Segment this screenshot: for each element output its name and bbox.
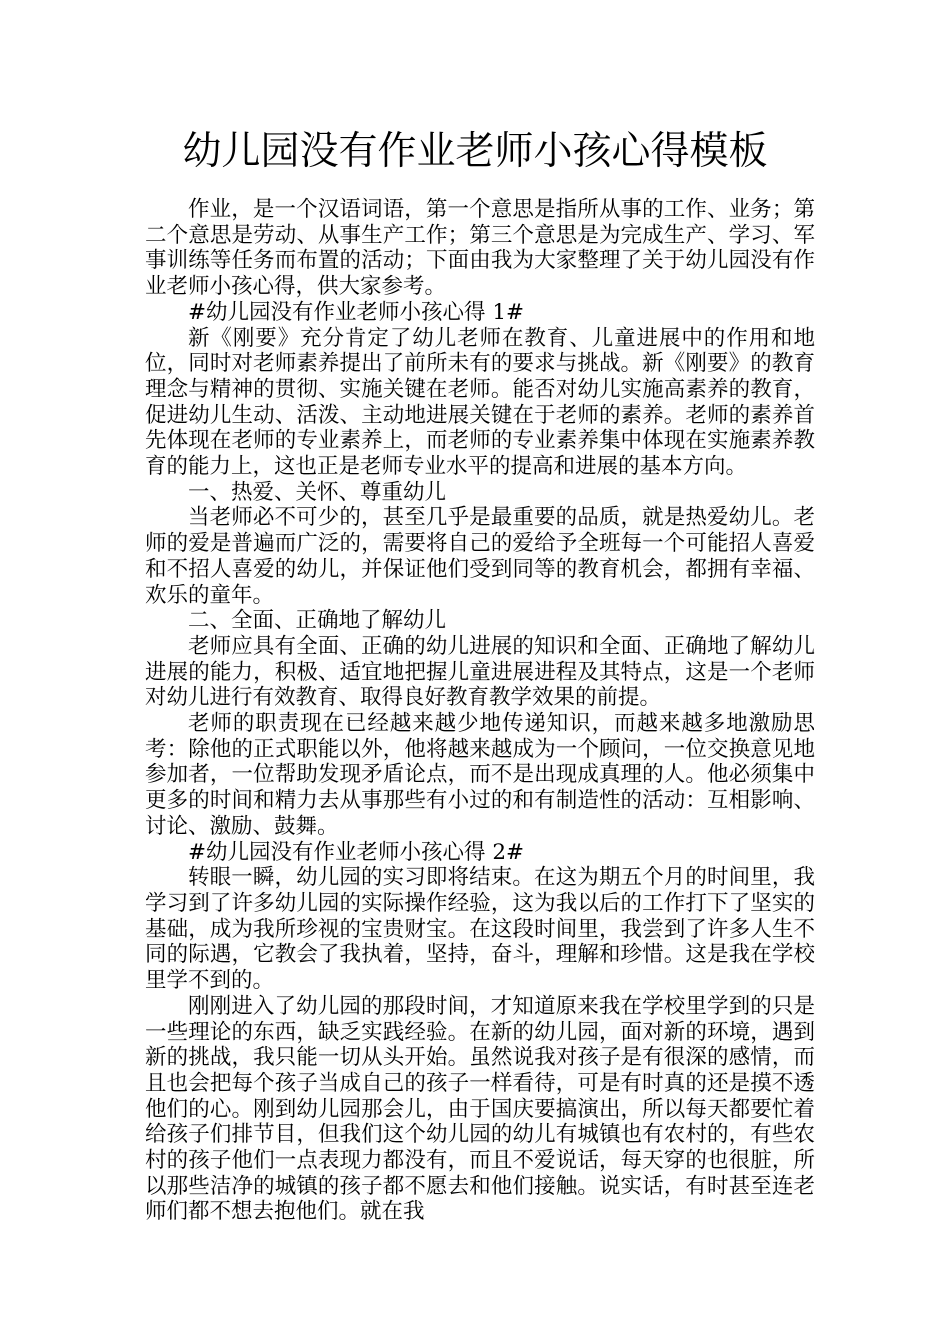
paragraph: 新《刚要》充分肯定了幼儿老师在教育、儿童进展中的作用和地位，同时对老师素养提出了前所未有的要求与挑战。新《刚要》的教育理念与精神的贯彻、实施关键在老师。能否对幼儿实施高素养的教育，促进幼儿生动、活泼、主动地进展关键在于老师的素养。老师的素养首先体现在老师的专业素养上，而老师的专业素养集中体现在实施素养教育的能力上，这也正是老师专业水平的提高和进展的基本方向。 [145,325,815,480]
document-title: 幼儿园没有作业老师小孩心得模板 [182,129,768,174]
subheading: 一、热爱、关怀、尊重幼儿 [188,479,447,505]
paragraph-intro: 作业，是一个汉语词语，第一个意思是指所从事的工作、业务；第二个意思是劳动、从事生产工作；第三个意思是为完成生产、学习、军事训练等任务而布置的活动；下面由我为大家整理了关于幼儿园没有作业老师小孩心得，供大家参考。 [145,197,815,300]
section-heading-2: #幼儿园没有作业老师小孩心得 2# [188,839,525,865]
paragraph: 老师的职责现在已经越来越少地传递知识，而越来越多地激励思考：除他的正式职能以外，他将越来越成为一个顾问，一位交换意见地参加者，一位帮助发现矛盾论点，而不是出现成真理的人。他必须集中更多的时间和精力去从事那些有小过的和有制造性的活动：互相影响、讨论、激励、鼓舞。 [145,711,815,839]
paragraph: 老师应具有全面、正确的幼儿进展的知识和全面、正确地了解幼儿进展的能力，积极、适宜地把握儿童进展进程及其特点，这是一个老师对幼儿进行有效教育、取得良好教育教学效果的前提。 [145,633,815,711]
subheading: 二、全面、正确地了解幼儿 [188,608,447,634]
paragraph: 刚刚进入了幼儿园的那段时间，才知道原来我在学校里学到的只是一些理论的东西，缺乏实践经验。在新的幼儿园，面对新的环境，遇到新的挑战，我只能一切从头开始。虽然说我对孩子是有很深的感情，而且也会把每个孩子当成自己的孩子一样看待，可是有时真的还是摸不透他们的心。刚到幼儿园那会儿，由于国庆要搞演出，所以每天都要忙着给孩子们排节目，但我们这个幼儿园的幼儿有城镇也有农村的，有些农村的孩子他们一点表现力都没有，而且不爱说话，每天穿的也很脏，所以那些洁净的城镇的孩子都不愿去和他们接触。说实话，有时甚至连老师们都不想去抱他们。就在我 [145,993,815,1225]
paragraph: 转眼一瞬，幼儿园的实习即将结束。在这为期五个月的时间里，我学习到了许多幼儿园的实际操作经验，这为我以后的工作打下了坚实的基础，成为我所珍视的宝贵财宝。在这段时间里，我尝到了许多人生不同的际遇，它教会了我执着，坚持，奋斗，理解和珍惜。这是我在学校里学不到的。 [145,865,815,994]
section-heading-1: #幼儿园没有作业老师小孩心得 1# [188,299,525,325]
document-body [145,197,815,1225]
paragraph: 当老师必不可少的，甚至几乎是最重要的品质，就是热爱幼儿。老师的爱是普遍而广泛的，需要将自己的爱给予全班每一个可能招人喜爱和不招人喜爱的幼儿，并保证他们受到同等的教育机会，都拥有幸福、欢乐的童年。 [145,505,815,608]
